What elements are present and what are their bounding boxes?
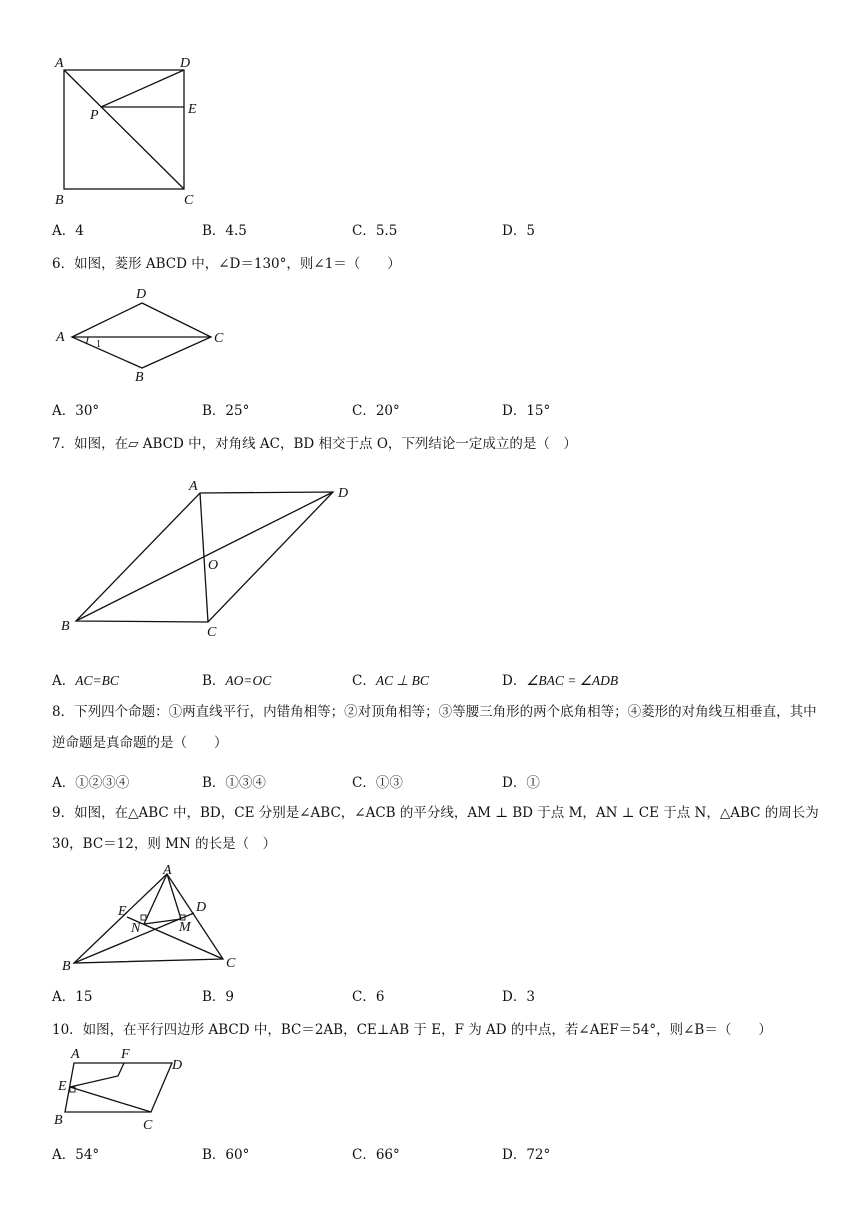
q6-option-c[interactable]: C．20°: [352, 403, 400, 419]
segment-ef: [70, 1063, 124, 1087]
segment-mn: [144, 919, 181, 924]
q9-stem: 9．如图，在△ABC 中，BD，CE 分别是∠ABC，∠ACB 的平分线，AM ⊥ BD 于点 M，AN ⊥ CE 于点 N，△ABC 的周长为 30，BC＝12，则 MN 的长是（ ）: [52, 805, 819, 852]
label-b: B: [62, 959, 71, 974]
right-angle-n: [141, 915, 146, 920]
q8-option-c[interactable]: C．①③: [352, 775, 403, 791]
q7-option-c[interactable]: C．AC ⊥ BC: [352, 673, 429, 689]
q8-option-a[interactable]: A．①②③④: [52, 775, 130, 791]
label-c: C: [184, 193, 194, 208]
label-b: B: [54, 1113, 63, 1128]
q9-option-d[interactable]: D．3: [502, 989, 535, 1005]
q7-option-b[interactable]: B．AO=OC: [202, 673, 272, 689]
segment-am: [167, 874, 181, 919]
q10-option-a[interactable]: A．54°: [52, 1147, 100, 1163]
label-angle-1: 1: [96, 339, 101, 350]
q6-stem: 6．如图，菱形 ABCD 中，∠D＝130°，则∠1＝（ ）: [52, 256, 401, 272]
q9-option-a[interactable]: A．15: [52, 989, 93, 1005]
q10-option-c[interactable]: C．66°: [352, 1147, 400, 1163]
label-a: A: [163, 864, 172, 878]
label-c: C: [143, 1118, 153, 1133]
label-a: A: [55, 56, 64, 71]
segment-ec: [70, 1087, 151, 1112]
label-o: O: [208, 558, 219, 573]
q5-option-c[interactable]: C．5.5: [352, 223, 398, 239]
label-b: B: [135, 370, 144, 382]
label-c: C: [207, 625, 217, 640]
q6-figure: [50, 282, 240, 382]
q10-stem: 10．如图，在平行四边形 ABCD 中，BC＝2AB，CE⊥AB 于 E，F 为 AD 的中点，若∠AEF＝54°，则∠B＝（ ）: [52, 1022, 772, 1038]
segment-pd: [101, 70, 184, 107]
q5-option-a[interactable]: A．4: [52, 223, 84, 239]
label-d: D: [338, 486, 349, 501]
label-d: D: [136, 287, 147, 302]
q9-figure: [55, 864, 255, 976]
q5-option-d[interactable]: D．5: [502, 223, 535, 239]
rhombus-abcd: [72, 303, 211, 368]
q5-option-b[interactable]: B．4.5: [202, 223, 247, 239]
label-c: C: [214, 331, 224, 346]
label-d: D: [172, 1058, 183, 1073]
q8-option-b[interactable]: B．①③④: [202, 775, 266, 791]
label-e: E: [188, 102, 197, 117]
q10-option-d[interactable]: D．72°: [502, 1147, 551, 1163]
label-a: A: [189, 479, 198, 494]
diagonal-bd: [76, 492, 333, 621]
segment-an: [144, 874, 167, 924]
label-p: P: [90, 108, 99, 123]
q7-option-d[interactable]: D．∠BAC = ∠ADB: [502, 673, 619, 689]
q10-option-b[interactable]: B．60°: [202, 1147, 250, 1163]
q8-stem: 8．下列四个命题：①两直线平行，内错角相等；②对顶角相等；③等腰三角形的两个底角相等；④菱形的对角线互相垂直，其中逆命题是真命题的是（ ）: [52, 704, 817, 751]
diagonal-ac: [64, 70, 184, 189]
q5-figure: [50, 52, 210, 212]
q9-option-c[interactable]: C．6: [352, 989, 385, 1005]
label-a: A: [71, 1047, 80, 1062]
angle-1-arc: [86, 337, 88, 344]
q6-option-a[interactable]: A．30°: [52, 403, 100, 419]
label-n: N: [131, 921, 141, 936]
label-a: A: [56, 330, 65, 345]
label-c: C: [226, 956, 236, 971]
label-b: B: [55, 193, 64, 208]
q8-option-d[interactable]: D．①: [502, 775, 540, 791]
q6-option-b[interactable]: B．25°: [202, 403, 250, 419]
parallelogram-abcd: [65, 1063, 172, 1112]
label-e: E: [58, 1079, 67, 1094]
q7-stem: 7．如图，在▱ ABCD 中，对角线 AC，BD 相交于点 O，下列结论一定成立的是（ ）: [52, 436, 577, 452]
label-d: D: [196, 900, 207, 915]
label-b: B: [61, 619, 70, 634]
q9-option-b[interactable]: B．9: [202, 989, 235, 1005]
q7-option-a[interactable]: A．AC=BC: [52, 673, 119, 689]
q10-figure: [50, 1044, 200, 1134]
label-m: M: [179, 920, 191, 935]
q7-figure: [55, 470, 365, 650]
label-f: F: [121, 1047, 130, 1062]
q6-option-d[interactable]: D．15°: [502, 403, 551, 419]
label-d: D: [180, 56, 191, 71]
label-e: E: [118, 904, 127, 919]
